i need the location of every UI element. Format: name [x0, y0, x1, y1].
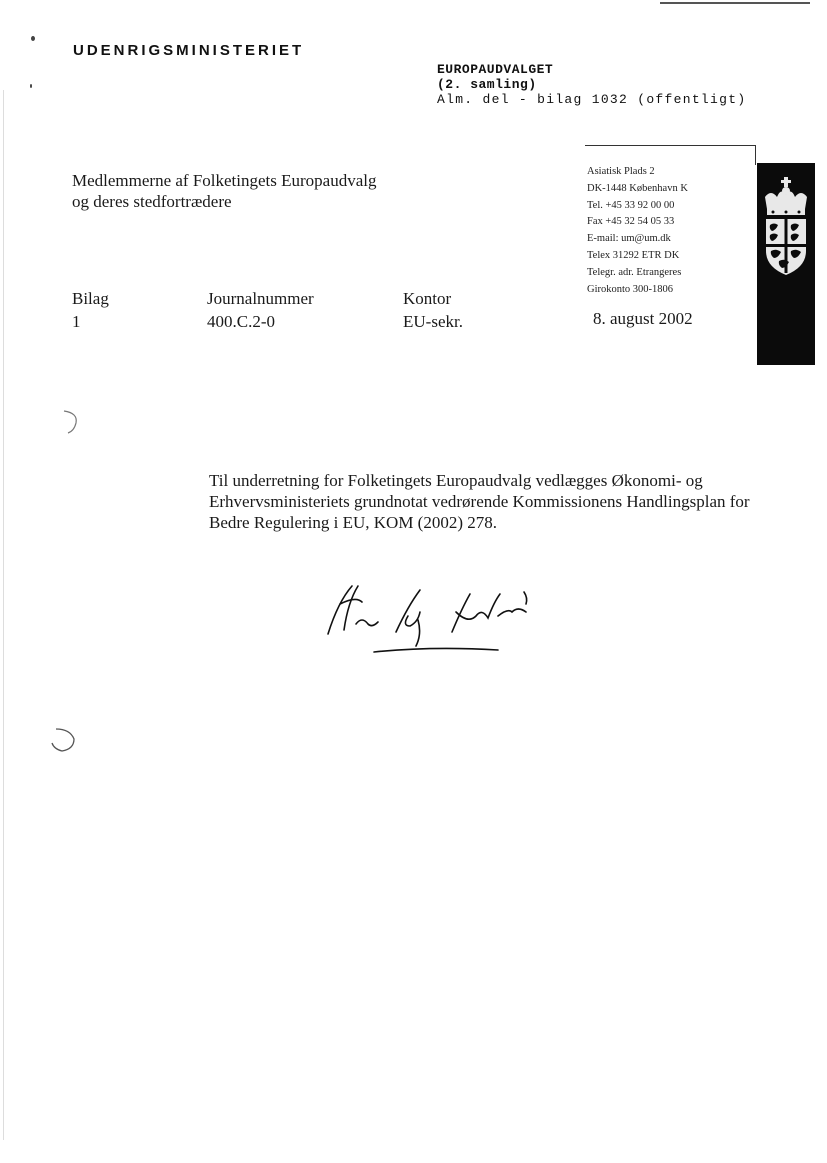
royal-crest-icon [757, 163, 815, 283]
archive-stamp [437, 62, 746, 107]
address-email: E-mail: um@um.dk [587, 233, 671, 245]
stamp-reference: Alm. del - bilag 1032 (offentligt) [437, 92, 747, 107]
address-rule [585, 145, 755, 146]
address-rule [755, 145, 756, 165]
address-fax: Fax +45 32 54 05 33 [587, 216, 675, 228]
stamp-session: (2. samling) [437, 77, 537, 92]
address-giro: Girokonto 300-1806 [587, 283, 674, 295]
kontor-value: EU-sekr. [403, 312, 463, 331]
address-city: DK-1448 København K [587, 182, 688, 194]
ministry-title: UDENRIGSMINISTERIET [73, 42, 305, 59]
signature [322, 572, 562, 662]
scan-edge-top [660, 2, 810, 4]
address-telegram: Telegr. adr. Etrangeres [587, 266, 682, 278]
scan-edge-left [3, 90, 4, 1140]
address-telex: Telex 31292 ETR DK [587, 249, 680, 261]
kontor-label: Kontor [403, 289, 452, 308]
punch-hole-icon [58, 405, 84, 435]
bilag-value: 1 [72, 312, 81, 331]
letter-date: 8. august 2002 [593, 309, 693, 328]
address-street: Asiatisk Plads 2 [587, 166, 655, 177]
recipient-block [72, 170, 377, 212]
scan-speck [31, 36, 35, 41]
journal-value: 400.C.2-0 [207, 312, 275, 331]
stamp-committee: EUROPAUDVALGET [437, 62, 554, 77]
recipient-line: Medlemmerne af Folketingets Europaudvalg [72, 171, 377, 190]
punch-hole-icon [46, 725, 80, 755]
letter-body: Til underretning for Folketingets Europaudvalg vedlægges Økonomi- og Erhvervsministeriets grundnotat vedrørende Kommissionens Handlingsplan for Bedre Regulering i EU, KOM (2002) 278. [209, 471, 750, 532]
sender-address [587, 164, 688, 298]
crest-bar [757, 163, 815, 365]
scan-speck [30, 84, 32, 88]
address-tel: Tel. +45 33 92 00 00 [587, 199, 675, 211]
recipient-line: og deres stedfortrædere [72, 192, 232, 211]
bilag-label: Bilag [72, 289, 109, 308]
journal-label: Journalnummer [207, 289, 314, 308]
